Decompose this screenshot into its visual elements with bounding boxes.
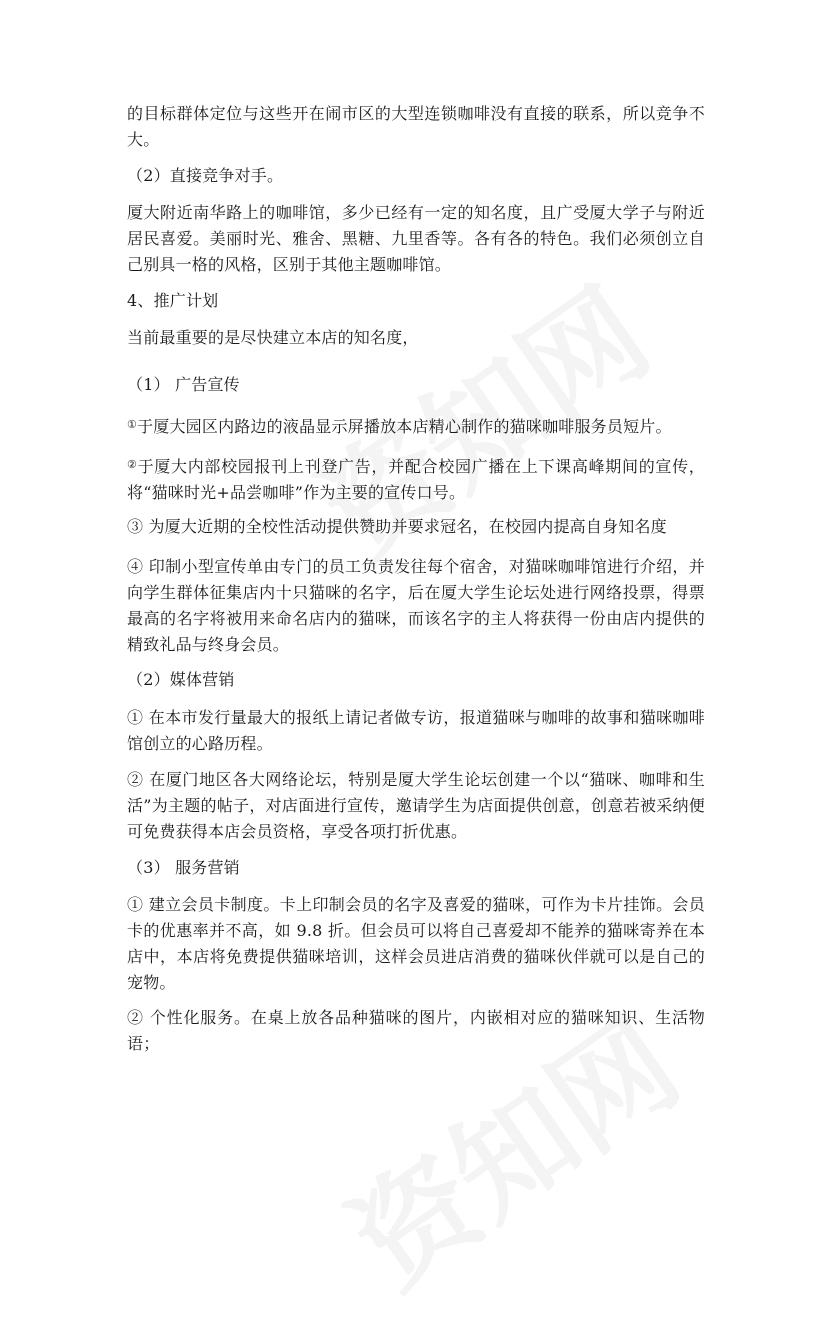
paragraph [127, 412, 705, 440]
paragraph: ① 在本市发行量最大的报纸上请记者做专访，报道猫咪与咖啡的故事和猫咪咖啡馆创立的心路历程。 [127, 708, 705, 753]
paragraph [127, 452, 705, 506]
list-marker: ② [127, 458, 138, 471]
paragraph-text: 于厦大园区内路边的液晶显示屏播放本店精心制作的猫咪咖啡服务员短片。 [137, 417, 672, 436]
paragraph: （2）直接竞争对手。 [127, 166, 284, 185]
subsection-heading: （3） 服务营销 [127, 858, 240, 877]
subsection-heading: （2）媒体营销 [127, 670, 235, 689]
paragraph: 的目标群体定位与这些开在闹市区的大型连锁咖啡没有直接的联系，所以竞争不大。 [127, 104, 705, 149]
paragraph-text: 于厦大内部校园报刊上刊登广告，并配合校园广播在上下课高峰期间的宣传，将“猫咪时光+品尝咖啡”作为主要的宣传口号。 [127, 457, 706, 502]
subsection-heading: （1） 广告宣传 [127, 375, 240, 394]
section-heading: 4、推广计划 [127, 291, 219, 310]
paragraph: ① 建立会员卡制度。卡上印制会员的名字及喜爱的猫咪，可作为卡片挂饰。会员卡的优惠率并不高，如 9.8 折。但会员可以将自己喜爱却不能养的猫咪寄养在本店中，本店将免费提供猫咪培训，这样会员进店消费的猫咪伙伴就可以是自己的宠物。 [127, 895, 705, 992]
paragraph: ② 在厦门地区各大网络论坛，特别是厦大学生论坛创建一个以“猫咪、咖啡和生活”为主题的帖子，对店面进行宣传，邀请学生为店面提供创意，创意若被采纳便可免费获得本店会员资格，享受各项打折优惠。 [127, 770, 705, 841]
list-marker: ① [127, 418, 138, 431]
paragraph: 厦大附近南华路上的咖啡馆，多少已经有一定的知名度，且广受厦大学子与附近居民喜爱。美丽时光、雅舍、黑糖、九里香等。各有各的特色。我们必须创立自己别具一格的风格，区别于其他主题咖啡馆。 [127, 203, 705, 274]
paragraph: 当前最重要的是尽快建立本店的知名度， [127, 328, 419, 347]
paragraph: ③ 为厦大近期的全校性活动提供赞助并要求冠名，在校园内提高自身知名度 [127, 517, 667, 536]
paragraph: ② 个性化服务。在桌上放各品种猫咪的图片，内嵌相对应的猫咪知识、生活物语； [127, 1008, 705, 1053]
paragraph: ④ 印制小型宣传单由专门的员工负责发往每个宿舍，对猫咪咖啡馆进行介绍，并向学生群体征集店内十只猫咪的名字，后在厦大学生论坛处进行网络投票，得票最高的名字将被用来命名店内的猫咪，而该名字的主人将获得一份由店内提供的精致礼品与终身会员。 [127, 557, 705, 654]
